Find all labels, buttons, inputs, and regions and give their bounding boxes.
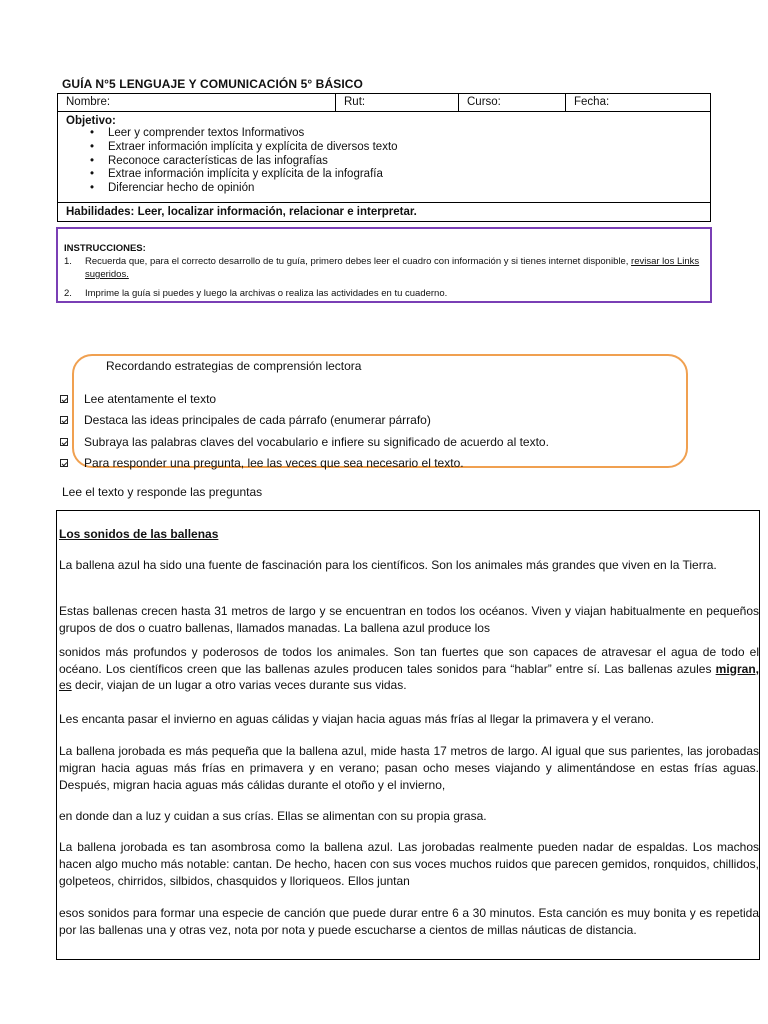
story-text-part: decir, viajan de un lugar a otro varias veces durante sus vidas. [71,678,407,692]
instruction-item [64,255,704,281]
rut-field[interactable]: Rut: [336,94,459,111]
story-paragraph: La ballena azul ha sido una fuente de fascinación para los científicos. Son los animales más grandes que viven en la Tierra. [59,558,717,572]
strategies-list [60,389,720,473]
checkbox-icon [60,416,68,424]
student-info-table [57,93,711,222]
instruction-number: 2. [64,288,72,299]
guide-title: GUÍA N°5 LENGUAJE Y COMUNICACIÓN 5° BÁSICO [62,77,363,91]
objective-item: • Leer y comprender textos Informativos [66,127,398,141]
instruction-item [64,287,704,300]
strategy-text: Destaca las ideas principales de cada párrafo (enumerar párrafo) [84,413,431,427]
skills-row [58,203,710,221]
story-paragraph: Les encanta pasar el invierno en aguas cálidas y viajan hacia aguas más frías al llegar la primavera y el verano. [59,712,654,726]
story-paragraph [59,644,759,694]
strategy-item [60,409,720,431]
story-text-part: sonidos más profundos y poderosos de todos los animales. Son tan fuertes que son capaces de atravesar el agua de todo el océano. Los científicos creen que las ballenas azules producen tales sonidos para “hablar” entre sí. Las ballenas azules [59,645,759,676]
objectives-row [58,112,710,203]
story-paragraph: La ballena jorobada es más pequeña que la ballena azul, mide hasta 17 metros de largo. Al igual que sus parientes, las jorobadas migran hacia aguas más frías en primavera y en verano; pasan ocho meses viajando y alimentándose en estas frías aguas. Después, migran hacia aguas más cálidas durante el otoño y el invierno, [59,744,759,792]
objective-item: • Reconoce características de las infografías [66,155,398,169]
strategy-text: Subraya las palabras claves del vocabulario e infiere su significado de acuerdo al texto. [84,435,549,449]
checkbox-icon [60,395,68,403]
read-prompt: Lee el texto y responde las preguntas [62,485,263,499]
skills-text: Habilidades: Leer, localizar información, relacionar e interpretar. [66,205,417,218]
migran-highlight: migran, [715,661,759,676]
curso-field[interactable]: Curso: [459,94,566,111]
objectives-block [58,112,406,202]
objectives-list [66,127,398,196]
strategy-text: Para responder una pregunta, lee las veces que sea necesario el texto. [84,456,464,470]
instruction-text [85,255,704,281]
links-suggested-link[interactable]: revisar los Links sugeridos. [85,256,700,280]
story-title: Los sonidos de las ballenas [59,527,219,541]
objective-item: • Extraer información implícita y explícita de diversos texto [66,141,398,155]
strategy-item [60,453,720,473]
instruction-text-part: Recuerda que, para el correcto desarrollo de tu guía, primero debes leer el cuadro con información y si tienes internet disponible, [85,256,632,267]
instructions-box [56,227,712,303]
checkbox-icon [60,438,68,446]
story-text-part: es [59,678,72,692]
instruction-number: 1. [64,256,72,267]
fecha-field[interactable]: Fecha: [574,96,610,108]
strategies-title: Recordando estrategias de comprensión lectora [106,359,362,373]
objective-item: • Extrae información implícita y explícita de la infografía [66,168,398,182]
strategy-item [60,431,720,453]
story-paragraph: Estas ballenas crecen hasta 31 metros de largo y se encuentran en todos los océanos. Viven y viajan habitualmente en pequeños grupos de dos o cuatro ballenas, llamados manadas. La ballena azul produce los [59,604,759,635]
story-paragraph: en donde dan a luz y cuidan a sus crías. Ellas se alimentan con su propia grasa. [59,809,487,823]
student-info-row [58,94,710,112]
nombre-field[interactable]: Nombre: [58,94,336,111]
story-paragraph: esos sonidos para formar una especie de canción que puede durar entre 6 a 30 minutos. Esta canción es muy bonita y es repetida por las ballenas una y otras vez, nota por nota y puede escucharse a cientos de millas náuticas de distancia. [59,906,759,937]
strategy-text: Lee atentamente el texto [84,392,217,406]
checkbox-icon [60,459,68,467]
objective-item: • Diferenciar hecho de opinión [66,182,398,196]
reading-text-box [56,510,760,960]
instruction-text: Imprime la guía si puedes y luego la archivas o realiza las actividades en tu cuaderno. [85,288,448,299]
objectives-title: Objetivo: [66,115,116,127]
strategy-item [60,389,720,409]
instructions-title: INSTRUCCIONES: [64,243,146,254]
story-paragraph: La ballena jorobada es tan asombrosa como la ballena azul. Las jorobadas realmente pueden nadar de espaldas. Los machos hacen algo mucho más notable: cantan. De hecho, hacen con sus voces muchos ruidos que parecen gemidos, ronquidos, chillidos, golpeteos, chirridos, silbidos, chasquidos y lloriqueos. Ellos juntan [59,840,759,888]
